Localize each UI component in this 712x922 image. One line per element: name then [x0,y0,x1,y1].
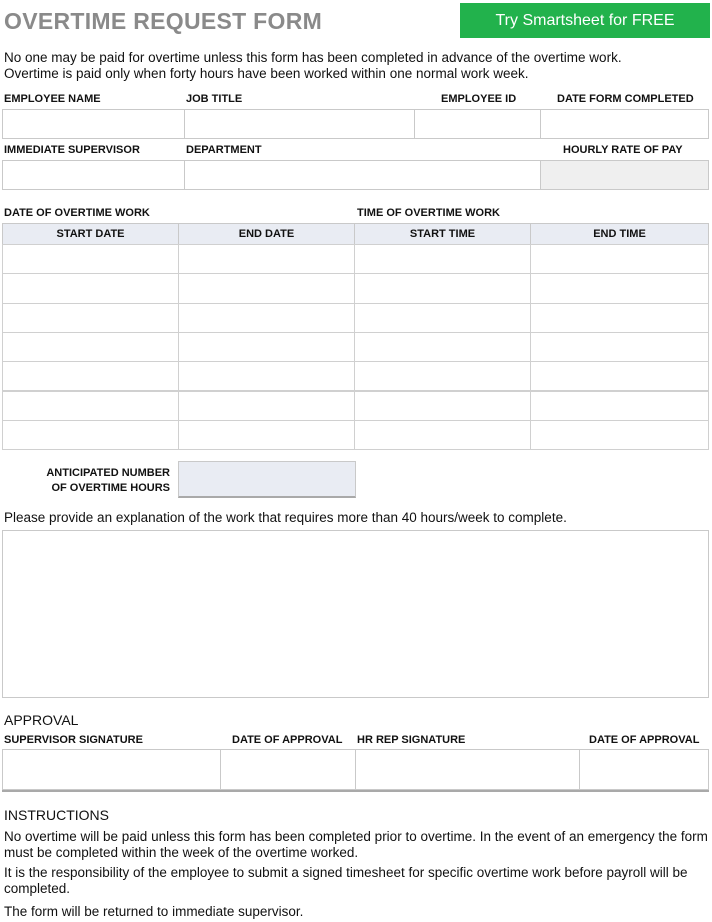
department-label: DEPARTMENT [186,144,262,156]
immediate-supervisor-field[interactable] [2,160,185,190]
instructions-heading: INSTRUCTIONS [4,807,109,823]
anticipated-hours-label-line-2: OF OVERTIME HOURS [51,482,170,494]
intro-line-2: Overtime is paid only when forty hours have been worked within one normal work week. [4,66,529,81]
date-form-completed-field[interactable] [540,109,709,139]
overtime-cell-start-time[interactable] [354,303,531,333]
overtime-cell-start-time[interactable] [354,244,531,274]
overtime-table [2,223,709,450]
overtime-cell-start-time[interactable] [354,332,531,362]
column-header-end-time: END TIME [530,223,709,245]
hourly-rate-field[interactable] [540,160,709,190]
supervisor-approval-date-field[interactable] [220,749,356,790]
overtime-cell-end-date[interactable] [178,244,355,274]
time-of-overtime-label: TIME OF OVERTIME WORK [357,207,500,219]
intro-line-1: No one may be paid for overtime unless this form has been completed in advance of the overtime work. [4,50,622,65]
hr-approval-date-field[interactable] [579,749,709,790]
explanation-textarea[interactable] [2,530,709,698]
overtime-cell-start-date[interactable] [2,244,179,274]
try-smartsheet-button[interactable]: Try Smartsheet for FREE [460,3,710,38]
column-header-end-date: END DATE [178,223,355,245]
overtime-cell-end-date[interactable] [178,361,355,391]
overtime-cell-start-date[interactable] [2,303,179,333]
instructions-paragraph-2: It is the responsibility of the employee to submit a signed timesheet for specific overtime work before payroll will be completed. [4,865,688,896]
date-form-completed-label: DATE FORM COMPLETED [557,93,694,105]
overtime-cell-end-time[interactable] [530,391,709,421]
overtime-cell-start-time[interactable] [354,391,531,421]
overtime-cell-start-date[interactable] [2,273,179,303]
job-title-field[interactable] [184,109,415,139]
instructions-paragraph-3: The form will be returned to immediate supervisor. [4,904,304,919]
job-title-label: JOB TITLE [186,93,243,105]
overtime-cell-end-date[interactable] [178,332,355,362]
column-header-start-time: START TIME [354,223,531,245]
department-field[interactable] [184,160,541,190]
date-of-overtime-label: DATE OF OVERTIME WORK [4,207,150,219]
overtime-cell-start-date[interactable] [2,361,179,391]
overtime-cell-end-date[interactable] [178,303,355,333]
instructions-paragraph-1: No overtime will be paid unless this form has been completed prior to overtime. In the event of an emergency the form must be completed within the week of the overtime worked. [4,829,708,860]
anticipated-hours-label [4,466,170,496]
overtime-cell-end-time[interactable] [530,420,709,450]
employee-name-label: EMPLOYEE NAME [4,93,101,105]
hourly-rate-label: HOURLY RATE OF PAY [563,144,683,156]
page-title: OVERTIME REQUEST FORM [4,8,323,34]
supervisor-signature-field[interactable] [2,749,221,790]
date-of-approval-label-2: DATE OF APPROVAL [589,734,700,746]
overtime-cell-end-time[interactable] [530,303,709,333]
employee-id-label: EMPLOYEE ID [441,93,517,105]
date-of-approval-label-1: DATE OF APPROVAL [232,734,343,746]
explanation-prompt: Please provide an explanation of the work that requires more than 40 hours/week to complete. [4,510,567,525]
overtime-cell-end-date[interactable] [178,391,355,421]
overtime-cell-end-time[interactable] [530,244,709,274]
approval-heading: APPROVAL [4,712,79,728]
hr-rep-signature-label: HR REP SIGNATURE [357,734,466,746]
employee-id-field[interactable] [414,109,541,139]
overtime-cell-start-date[interactable] [2,391,179,421]
overtime-cell-start-time[interactable] [354,273,531,303]
supervisor-signature-label: SUPERVISOR SIGNATURE [4,734,143,746]
employee-name-field[interactable] [2,109,185,139]
overtime-cell-end-time[interactable] [530,332,709,362]
column-header-start-date: START DATE [2,223,179,245]
intro-text [4,50,622,82]
overtime-cell-end-date[interactable] [178,273,355,303]
immediate-supervisor-label: IMMEDIATE SUPERVISOR [4,144,140,156]
overtime-cell-start-time[interactable] [354,361,531,391]
anticipated-hours-label-line-1: ANTICIPATED NUMBER [46,467,170,479]
overtime-cell-start-date[interactable] [2,332,179,362]
overtime-cell-start-time[interactable] [354,420,531,450]
approval-signature-row [2,749,709,792]
hr-rep-signature-field[interactable] [355,749,580,790]
anticipated-hours-field[interactable] [178,461,356,498]
overtime-cell-end-time[interactable] [530,361,709,391]
overtime-cell-start-date[interactable] [2,420,179,450]
overtime-cell-end-date[interactable] [178,420,355,450]
overtime-cell-end-time[interactable] [530,273,709,303]
